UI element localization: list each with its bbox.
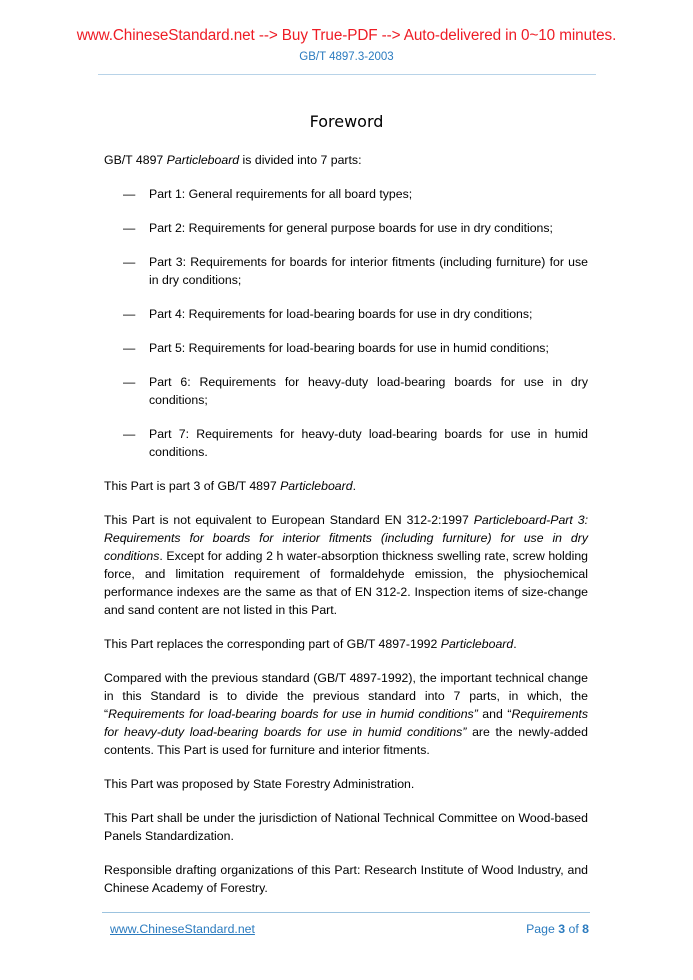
intro-text: GB/T 4897 xyxy=(104,153,167,167)
dash-bullet: — xyxy=(123,255,136,269)
intro-paragraph xyxy=(104,151,588,169)
list-item-part-2 xyxy=(104,219,588,237)
paragraph-text: This Part is part 3 of GB/T 4897 xyxy=(104,479,281,493)
paragraph-text-end: are the newly-added contents. This Part is used for furniture and interior fitments. xyxy=(104,725,588,757)
page-title: Foreword xyxy=(309,112,384,131)
italic-title: Particleboard xyxy=(440,637,514,651)
paragraph-text-mid: and “ xyxy=(477,707,512,721)
page-number xyxy=(526,922,589,936)
list-item-part-5 xyxy=(104,339,588,357)
list-item-part-6 xyxy=(104,373,588,409)
paragraph-changes xyxy=(104,669,588,759)
dash-bullet: — xyxy=(123,221,136,235)
promo-banner: www.ChineseStandard.net --> Buy True-PDF --> Auto-delivered in 0~10 minutes. xyxy=(76,27,617,44)
dash-bullet: — xyxy=(123,307,136,321)
list-item-part-7 xyxy=(104,425,588,461)
dash-bullet: — xyxy=(123,375,136,389)
current-page: 3 xyxy=(558,922,566,936)
italic-title: Particleboard xyxy=(280,479,353,493)
paragraph-text-end: . xyxy=(513,637,517,651)
dash-bullet: — xyxy=(123,427,136,441)
paragraph-text: This Part is not equivalent to European Standard EN 312-2:1997 xyxy=(104,513,474,527)
dash-bullet: — xyxy=(123,341,136,355)
list-item-part-4 xyxy=(104,305,588,323)
italic-quote: Requirements for load-bearing boards for use in humid conditions” xyxy=(108,707,478,721)
footer-website-link[interactable]: www.ChineseStandard.net xyxy=(110,922,255,936)
paragraph-jurisdiction: This Part shall be under the jurisdiction of National Technical Committee on Wood-based Panels Standardization. xyxy=(104,811,588,843)
list-item-text: Part 4: Requirements for load-bearing boards for use in dry conditions; xyxy=(149,307,533,321)
paragraph-text-end: . Except for adding 2 h water-absorption thickness swelling rate, screw holding force, and limitation requirement of formaldehyde emission, the physiochemical performance indexes are the same as that of EN 312-2. Inspection items of size-change and sand content are not listed in this Part. xyxy=(104,549,588,617)
paragraph-part-identity xyxy=(104,477,588,495)
document-id: GB/T 4897.3-2003 xyxy=(299,51,394,63)
list-item-part-1 xyxy=(104,185,588,203)
intro-text-end: is divided into 7 parts: xyxy=(239,153,362,167)
paragraph-text-end: . xyxy=(352,479,356,493)
total-pages: 8 xyxy=(582,922,589,936)
list-item-text: Part 2: Requirements for general purpose boards for use in dry conditions; xyxy=(149,221,553,235)
list-item-text: Part 6: Requirements for heavy-duty load-bearing boards for use in dry conditions; xyxy=(149,375,588,407)
paragraph-replaces xyxy=(104,635,588,653)
dash-bullet: — xyxy=(123,187,136,201)
intro-italic-title: Particleboard xyxy=(166,153,240,167)
paragraph-text: Compared with the previous standard (GB/T 4897-1992), the important technical change in this Standard is to divide the previous standard into 7 parts, in which, the “ xyxy=(104,671,588,721)
paragraph-equivalence xyxy=(104,511,588,619)
page-label: Page xyxy=(526,922,559,936)
list-item-text: Part 7: Requirements for heavy-duty load-bearing boards for use in humid conditions. xyxy=(149,427,588,459)
footer-divider xyxy=(102,912,590,913)
header-divider xyxy=(98,74,596,75)
italic-quote: Requirements for heavy-duty load-bearing boards for use in humid conditions” xyxy=(104,707,588,739)
list-item-text: Part 1: General requirements for all board types; xyxy=(149,187,413,201)
list-item-text: Part 3: Requirements for boards for interior fitments (including furniture) for use in dry conditions; xyxy=(149,255,588,287)
parts-list xyxy=(104,185,588,461)
document-body xyxy=(104,151,588,913)
paragraph-proposed-by: This Part was proposed by State Forestry Administration. xyxy=(104,777,415,791)
page-of-label: of xyxy=(565,922,583,936)
list-item-part-3 xyxy=(104,253,588,289)
paragraph-drafting-orgs: Responsible drafting organizations of this Part: Research Institute of Wood Industry, and Chinese Academy of Forestry. xyxy=(104,863,588,895)
list-item-text: Part 5: Requirements for load-bearing boards for use in humid conditions; xyxy=(149,341,549,355)
italic-title: Particleboard-Part 3: Requirements for boards for interior fitments (including furniture) for use in dry conditions xyxy=(104,513,588,563)
paragraph-text: This Part replaces the corresponding part of GB/T 4897-1992 xyxy=(104,637,441,651)
